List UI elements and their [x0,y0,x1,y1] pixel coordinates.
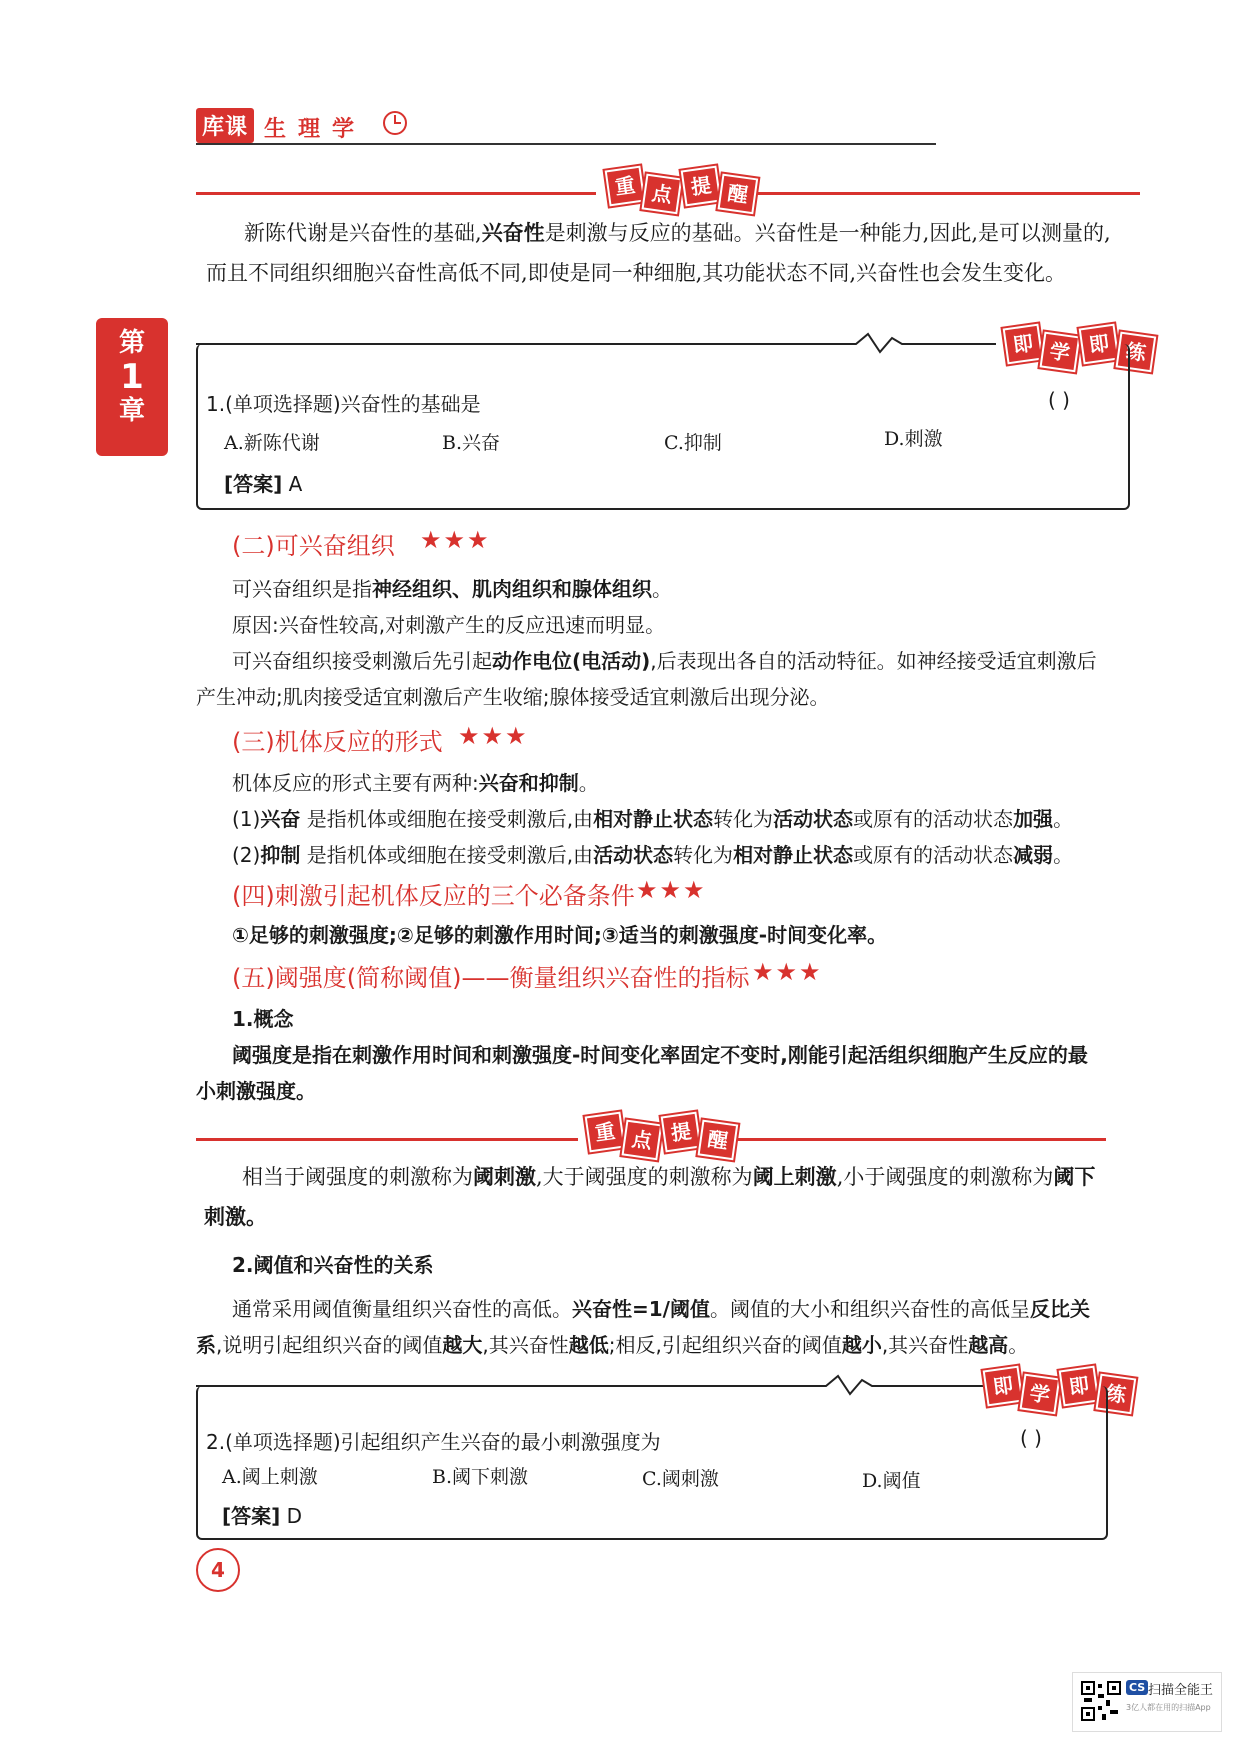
text-run: 或原有的活动状态 [853,843,1014,867]
text-run: 可兴奋组织接受刺激后先引起 [232,649,492,673]
remind-paragraph-1 [244,214,1144,252]
scanner-logo: CS [1126,1680,1148,1695]
section-3-p1 [232,766,599,800]
section-5-sub1: 1.概念 [232,1007,294,1031]
question-2-answer [222,1500,302,1529]
text-run: ,其兴奋性 [482,1333,569,1357]
question-2-option-c: C.阈刺激 [642,1468,719,1490]
text-run-bold: 越低 [568,1333,609,1357]
remind-badge [586,1114,738,1154]
section-3-title: (三)机体反应的形式 [232,728,443,756]
chapter-tab-number: 1 [120,357,144,397]
scanner-tagline: 3亿人都在用的扫描App [1126,1703,1211,1712]
text-run: 机体反应的形式主要有两种: [232,771,479,795]
remind-line-left [196,192,596,195]
question-2-option-b: B.阈下刺激 [432,1466,529,1488]
text-run-bold: 减弱 [1013,843,1054,867]
text-run-bold: 兴奋和抑制 [478,771,579,795]
text-run-bold: 神经组织、肌肉组织和腺体组织 [372,577,652,601]
badge-char: 学 [1020,1374,1061,1415]
badge-char: 重 [605,166,646,207]
remind-paragraph-2 [242,1158,1142,1196]
question-2-bracket: ( ) [1020,1426,1042,1450]
question-1-option-a: A.新陈代谢 [224,432,320,454]
answer-label: [答案] [224,472,283,496]
question-1-option-b: B.兴奋 [442,432,501,454]
chapter-tab [96,318,168,456]
badge-char: 提 [681,166,722,207]
remind-line-right [700,1138,1106,1141]
header-divider [196,143,936,145]
page-number: 4 [196,1548,240,1592]
text-run: 。 [1053,807,1074,831]
text-run-bold: 越高 [968,1333,1009,1357]
scanner-name: 扫描全能王 [1148,1683,1214,1698]
question-1-bracket: ( ) [1048,388,1070,412]
badge-char: 练 [1116,332,1157,373]
text-run-bold: 阈上刺激 [752,1164,837,1189]
question-1-answer [224,468,302,497]
text-run: 通常采用阈值衡量组织兴奋性的高低。 [232,1297,572,1321]
badge-char: 醒 [718,174,759,215]
text-run-bold: 阈下 [1053,1164,1096,1189]
badge-char: 重 [585,1112,626,1153]
answer-label: [答案] [222,1504,281,1528]
section-2-p2: 原因:兴奋性较高,对刺激产生的反应迅速而明显。 [232,613,666,637]
text-run: ,说明引起组织兴奋的阈值 [216,1333,443,1357]
section-3-stars: ★★★ [458,722,529,750]
text-run-bold: 反比关 [1029,1297,1090,1321]
section-5-title: (五)阈强度(简称阈值)——衡量组织兴奋性的指标 [232,964,750,992]
practice-box-1 [196,344,1130,510]
text-run: ,后表现出各自的活动特征。如神经接受适宜刺激后 [650,649,1097,673]
text-run-bold: 相对静止状态 [593,807,714,831]
text-run: 转化为 [673,843,734,867]
remind-paragraph-1-line2: 而且不同组织细胞兴奋性高低不同,即使是同一种细胞,其功能状态不同,兴奋性也会发生变化。 [206,261,1067,285]
remind-line-right [720,192,1140,195]
badge-char: 即 [983,1366,1024,1407]
text-run-bold: 越大 [442,1333,483,1357]
text-run: 。阈值的大小和组织兴奋性的高低呈 [709,1297,1030,1321]
section-4-title: (四)刺激引起机体反应的三个必备条件 [232,882,635,910]
text-run: 。 [652,577,672,601]
text-run: 是指机体或细胞在接受刺激后,由 [300,807,594,831]
practice-box-2 [196,1386,1108,1540]
text-run: 相当于阈强度的刺激称为 [242,1165,473,1189]
text-run: ,小于阈强度的刺激称为 [836,1165,1054,1189]
section-5-stars: ★★★ [752,958,823,986]
text-run-bold: 阈刺激 [473,1164,536,1189]
section-5-p1: 阈强度是指在刺激作用时间和刺激强度-时间变化率固定不变时,刚能引起活组织细胞产生反应的最 [232,1043,1088,1067]
text-run: 。 [1008,1333,1029,1357]
section-5-sub2: 2.阈值和兴奋性的关系 [232,1253,434,1277]
text-run-bold: 活动状态 [773,807,854,831]
text-run-bold: 兴奋性 [481,220,545,245]
answer-value: D [286,1504,303,1528]
badge-char: 学 [1040,332,1081,373]
text-run: 是指机体或细胞在接受刺激后,由 [300,843,594,867]
text-run: 新陈代谢是兴奋性的基础, [244,221,482,245]
question-2-stem: 2.(单项选择题)引起组织产生兴奋的最小刺激强度为 [206,1430,661,1454]
text-run: 或原有的活动状态 [853,807,1014,831]
question-2-option-a: A.阈上刺激 [222,1466,318,1488]
section-4-p1: ①足够的刺激强度;②足够的刺激作用时间;③适当的刺激强度-时间变化率。 [232,923,888,947]
text-run-bold: 活动状态 [593,843,674,867]
section-2-title: (二)可兴奋组织 [232,532,395,560]
text-run: 可兴奋组织是指 [232,577,372,601]
text-run: ,其兴奋性 [881,1333,969,1357]
text-run-bold: 系 [196,1333,216,1357]
question-1-stem: 1.(单项选择题)兴奋性的基础是 [206,392,481,416]
section-3-item2 [232,838,1073,872]
text-run-bold: 加强 [1013,807,1054,831]
book-title: 生理学 [264,117,367,142]
text-run: 。 [1053,843,1074,867]
question-1-option-d: D.刺激 [884,428,943,450]
clock-icon [382,110,408,136]
remind-line-left [196,1138,578,1141]
badge-char: 醒 [698,1120,739,1161]
chapter-tab-top: 第 [118,328,145,358]
text-run-bold: 相对静止状态 [733,843,854,867]
badge-char: 点 [622,1120,663,1161]
badge-char: 练 [1096,1374,1137,1415]
question-2-option-d: D.阈值 [862,1470,921,1492]
text-run: ;相反,引起组织兴奋的阈值 [608,1333,842,1357]
badge-char: 即 [1003,324,1044,365]
text-run: 。 [578,771,599,795]
section-5b-p1 [232,1292,1090,1326]
text-run: (2) [232,843,261,867]
badge-char: 即 [1059,1366,1100,1407]
text-run: 是刺激与反应的基础。兴奋性是一种能力,因此,是可以测量的, [544,221,1111,245]
text-run-bold: 兴奋性=1/阈值 [572,1297,710,1321]
section-4-stars: ★★★ [636,876,707,904]
badge-char: 点 [642,174,683,215]
text-run-bold: 抑制 [260,843,301,867]
section-5b-p2 [196,1328,1028,1362]
text-run: ,大于阈强度的刺激称为 [536,1165,753,1189]
section-2-stars: ★★★ [420,526,491,554]
text-run: (1) [232,807,261,831]
badge-char: 提 [661,1112,702,1153]
text-run: 转化为 [713,807,774,831]
text-run-bold: 动作电位(电活动) [492,649,651,673]
remind-badge [606,168,758,208]
answer-value: A [288,472,303,496]
brand-logo: 库课 [196,108,254,143]
section-2-p3-line2: 产生冲动;肌肉接受适宜刺激后产生收缩;腺体接受适宜刺激后出现分泌。 [196,685,830,709]
badge-char: 即 [1079,324,1120,365]
text-run-bold: 兴奋 [260,807,301,831]
text-run-bold: 越小 [841,1333,882,1357]
qr-code-icon [1080,1680,1122,1722]
section-5-p1-line2: 小刺激强度。 [196,1079,316,1103]
question-1-option-c: C.抑制 [664,432,722,454]
section-2-p1 [232,572,672,606]
section-2-p3 [232,644,1097,678]
chapter-tab-bottom: 章 [118,396,145,426]
section-3-item1 [232,802,1073,836]
remind-paragraph-2-line2: 刺激。 [204,1204,267,1229]
